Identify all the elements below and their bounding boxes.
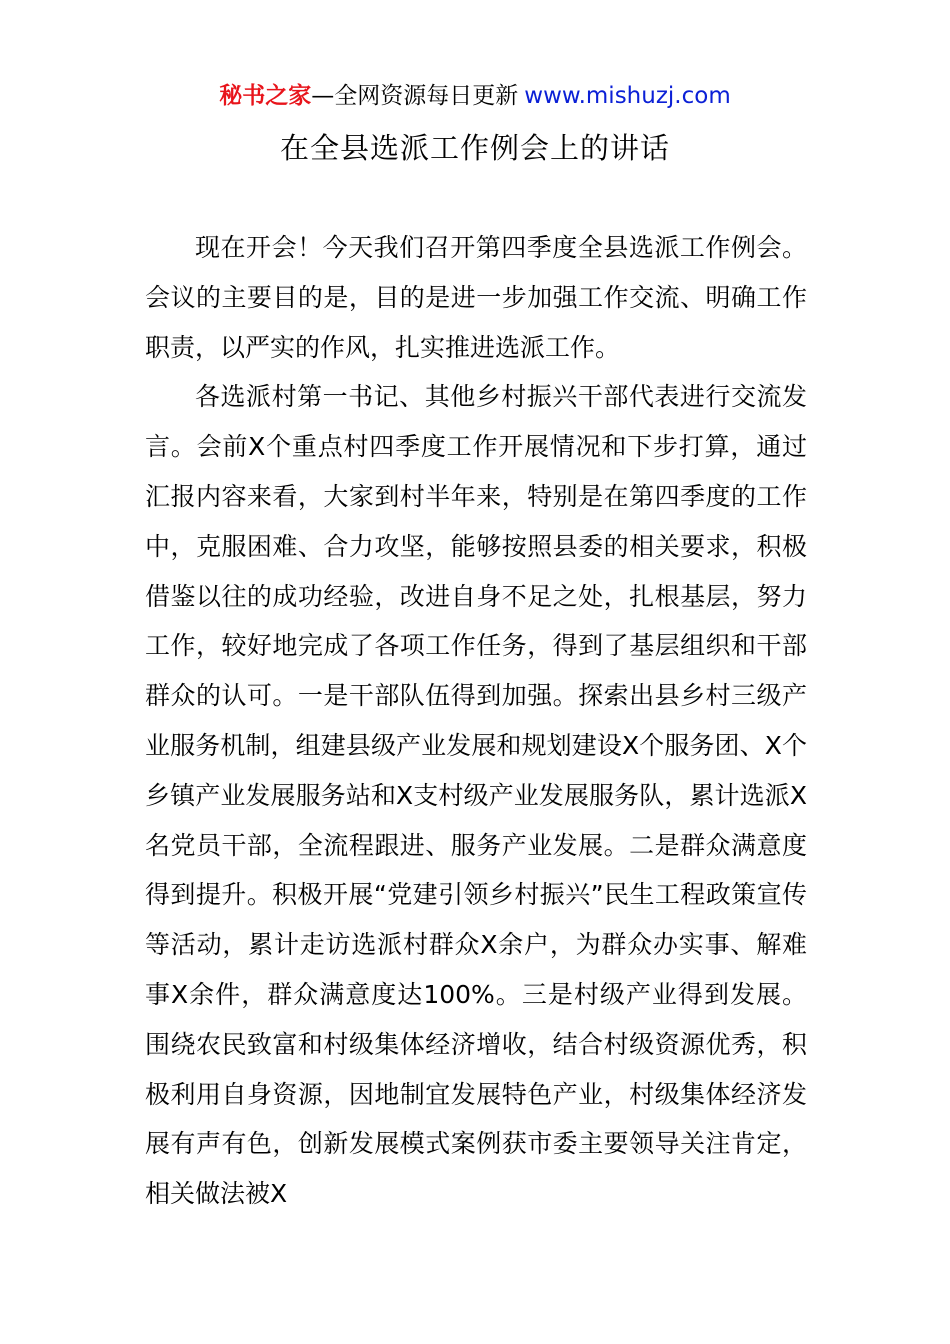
header-dash: — (311, 83, 335, 109)
site-header (0, 80, 950, 112)
document-body (145, 223, 807, 1219)
site-url-link[interactable]: www.mishuzj.com (524, 83, 731, 109)
document-title: 在全县选派工作例会上的讲话 (279, 131, 670, 165)
paragraph-opening: 现在开会！今天我们召开第四季度全县选派工作例会。会议的主要目的是，目的是进一步加强工作交流、明确工作职责，以严实的作风，扎实推进选派工作。 (145, 233, 807, 362)
site-name: 秘书之家 (219, 83, 312, 109)
site-tagline: 全网资源每日更新 (334, 83, 519, 109)
paragraph-exchange: 各选派村第一书记、其他乡村振兴干部代表进行交流发言。会前X个重点村四季度工作开展情况和下步打算，通过汇报内容来看，大家到村半年来，特别是在第四季度的工作中，克服困难、合力攻坚，能够按照县委的相关要求，积极借鉴以往的成功经验，改进自身不足之处，扎根基层，努力工作，较好地完成了各项工作任务，得到了基层组织和干部群众的认可。一是干部队伍得到加强。探索出县乡村三级产业服务机制，组建县级产业发展和规划建设X个服务团、X个乡镇产业发展服务站和X支村级产业发展服务队，累计选派X名党员干部，全流程跟进、服务产业发展。二是群众满意度得到提升。积极开展“党建引领乡村振兴”民生工程政策宣传等活动，累计走访选派村群众X余户，为群众办实事、解难事X余件，群众满意度达100%。三是村级产业得到发展。围绕农民致富和村级集体经济增收，结合村级资源优秀，积极利用自身资源，因地制宜发展特色产业，村级集体经济发展有声有色，创新发展模式案例获市委主要领导关注肯定，相关做法被X (145, 382, 807, 1209)
